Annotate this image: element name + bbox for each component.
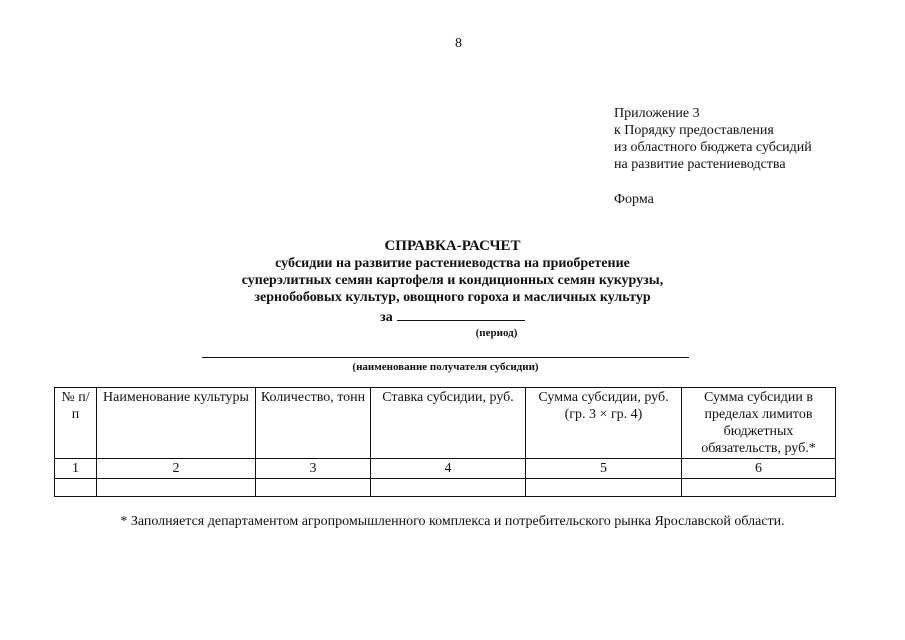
empty-cell[interactable]: [371, 479, 526, 497]
period-caption: (период): [475, 327, 518, 339]
empty-cell[interactable]: [55, 479, 97, 497]
appendix-line: Приложение 3: [614, 106, 700, 121]
page-number: 8: [455, 36, 462, 51]
subtitle-line: суперэлитных семян картофеля и кондиционных семян кукурузы,: [241, 273, 664, 288]
header-cell-limit-sum: Сумма субсидии в пределах лимитов бюджетных обязательств, руб.*: [682, 388, 836, 459]
appendix-line: к Порядку предоставления: [614, 123, 774, 138]
column-number: 2: [97, 459, 256, 479]
appendix-block: [614, 105, 812, 208]
column-number: 3: [256, 459, 371, 479]
table-header-row: [55, 388, 836, 459]
document-title: СПРАВКА-РАСЧЕТ: [384, 238, 521, 254]
table-number-row: [55, 459, 836, 479]
appendix-line: из областного бюджета субсидий: [614, 140, 812, 155]
header-cell-rate: Ставка субсидии, руб.: [371, 388, 526, 459]
document-header: [0, 237, 905, 340]
empty-cell[interactable]: [526, 479, 682, 497]
header-cell-quantity: Количество, тонн: [256, 388, 371, 459]
empty-cell[interactable]: [682, 479, 836, 497]
column-number: 6: [682, 459, 836, 479]
table-empty-row: [55, 479, 836, 497]
column-number: 4: [371, 459, 526, 479]
form-label: Форма: [614, 192, 654, 207]
footnote: * Заполняется департаментом агропромышленного комплекса и потребительского рынка Ярославской области.: [120, 514, 785, 529]
header-cell-sum: Сумма субсидии, руб. (гр. 3 × гр. 4): [526, 388, 682, 459]
column-number: 1: [55, 459, 97, 479]
period-row: [0, 308, 905, 326]
subtitle-line: субсидии на развитие растениеводства на приобретение: [275, 256, 630, 271]
period-blank-line[interactable]: [397, 308, 525, 321]
empty-cell[interactable]: [256, 479, 371, 497]
header-cell-crop: Наименование культуры: [97, 388, 256, 459]
subtitle-line: зернобобовых культур, овощного гороха и масличных культур: [254, 290, 651, 305]
calculation-table: [54, 387, 836, 497]
recipient-blank-line[interactable]: [202, 357, 689, 358]
recipient-caption: (наименование получателя субсидии): [352, 361, 539, 373]
period-prefix: за: [380, 310, 393, 325]
empty-cell[interactable]: [97, 479, 256, 497]
header-cell-number: № п/п: [55, 388, 97, 459]
appendix-line: на развитие растениеводства: [614, 157, 786, 172]
column-number: 5: [526, 459, 682, 479]
